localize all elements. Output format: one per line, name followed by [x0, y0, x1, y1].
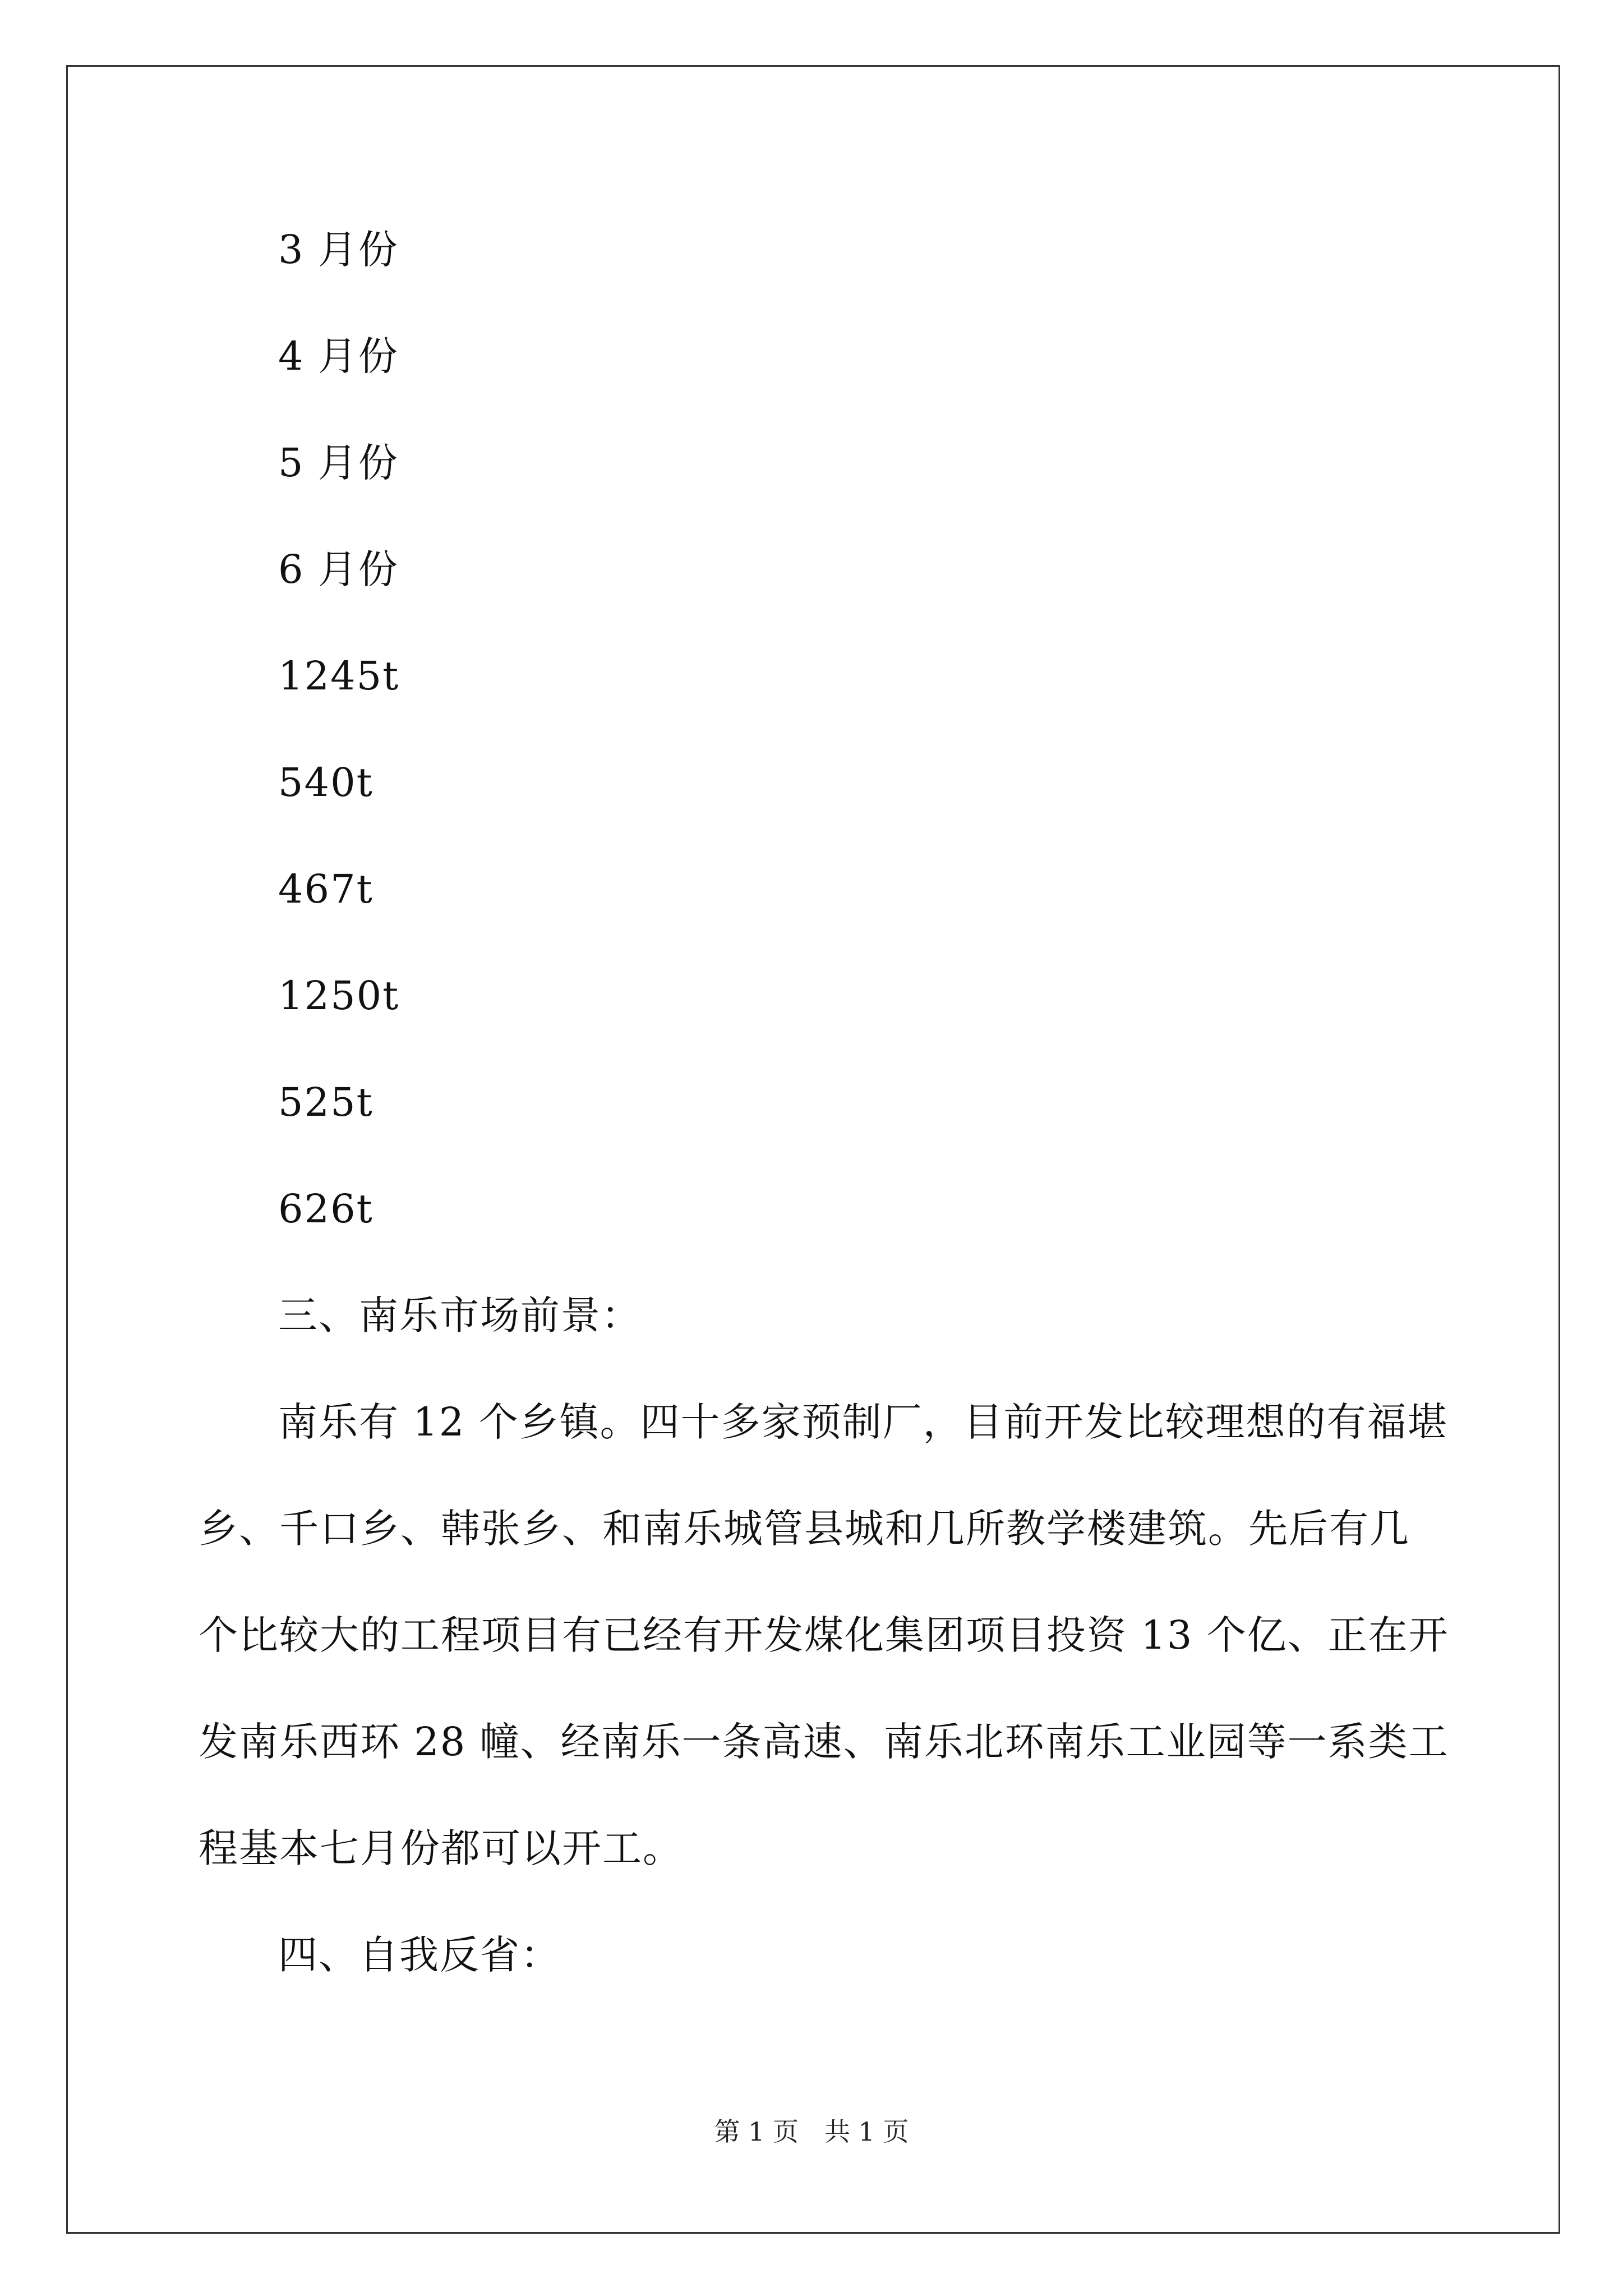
month-label: 6 月份: [278, 546, 399, 592]
month-label: 5 月份: [278, 440, 399, 486]
paragraph-line: 发南乐西环 28 幢、经南乐一条高速、南乐北环南乐工业园等一系类工: [199, 1719, 1449, 1765]
tonnage-value: 1245t: [278, 653, 400, 699]
paragraph-line: 个比较大的工程项目有已经有开发煤化集团项目投资 13 个亿、正在开: [199, 1612, 1449, 1658]
section-heading-three: 三、南乐市场前景：: [278, 1292, 642, 1338]
page-border: [66, 65, 1560, 2234]
month-label: 4 月份: [278, 333, 399, 379]
paragraph-line: 乡、千口乡、韩张乡、和南乐城管县城和几所教学楼建筑。先后有几: [199, 1506, 1410, 1552]
tonnage-value: 540t: [278, 760, 374, 806]
paragraph-line: 南乐有 12 个乡镇。四十多家预制厂，目前开发比较理想的有福堪: [278, 1399, 1448, 1445]
section-heading-four: 四、自我反省：: [278, 1932, 561, 1978]
month-label: 3 月份: [278, 227, 399, 273]
tonnage-value: 525t: [278, 1079, 374, 1125]
tonnage-value: 1250t: [278, 973, 400, 1019]
tonnage-value: 467t: [278, 866, 374, 912]
page-footer: 第 1 页 共 1 页: [714, 2116, 909, 2147]
paragraph-line: 程基本七月份都可以开工。: [199, 1825, 683, 1871]
tonnage-value: 626t: [278, 1186, 374, 1232]
